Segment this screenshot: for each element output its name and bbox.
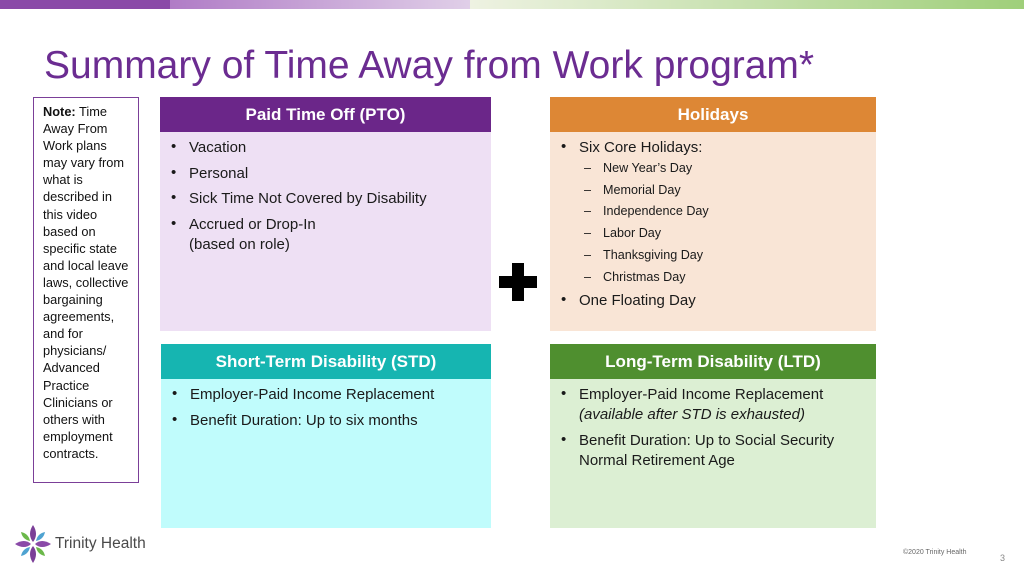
top-bar-green-segment	[470, 0, 1024, 9]
trinity-health-logo	[14, 524, 184, 564]
std-item-duration: • Benefit Duration: Up to six months	[171, 411, 483, 431]
holidays-core-item	[560, 138, 868, 285]
ltd-body	[550, 379, 876, 528]
holiday-independence: – Independence Day	[579, 204, 868, 220]
trinity-cross-icon	[14, 524, 52, 564]
ltd-income-line2: (available after STD is exhausted)	[579, 406, 805, 423]
ltd-income-line1: Employer-Paid Income Replacement	[579, 386, 824, 403]
pto-accrued-line1: Accrued or Drop-In	[189, 216, 316, 234]
note-label: Note:	[43, 104, 76, 119]
holidays-header: Holidays	[550, 97, 876, 132]
pto-item-accrued	[170, 215, 483, 255]
std-item-income: • Employer-Paid Income Replacement	[171, 385, 483, 405]
pto-item-sick-time: • Sick Time Not Covered by Disability	[170, 189, 483, 209]
holiday-memorial: – Memorial Day	[579, 183, 868, 199]
slide-title: Summary of Time Away from Work program*	[44, 44, 815, 87]
std-body	[161, 379, 491, 528]
holiday-thanksgiving: – Thanksgiving Day	[579, 248, 868, 264]
ltd-header: Long-Term Disability (LTD)	[550, 344, 876, 379]
top-bar-lilac-segment	[170, 0, 470, 9]
holiday-labor: – Labor Day	[579, 226, 868, 242]
holidays-core-list	[579, 161, 868, 285]
page-number: 3	[1000, 553, 1006, 563]
ltd-item-duration: • Benefit Duration: Up to Social Security Normal Retirement Age	[560, 431, 868, 471]
holidays-core-label: Six Core Holidays:	[579, 139, 703, 156]
pto-body	[160, 132, 491, 331]
pto-item-vacation: • Vacation	[170, 138, 483, 158]
pto-accrued-line2: (based on role)	[189, 236, 290, 254]
pto-header: Paid Time Off (PTO)	[160, 97, 491, 132]
holidays-panel	[550, 97, 876, 331]
holidays-floating-item: • One Floating Day	[560, 291, 868, 311]
note-text: Time Away From Work plans may vary from what is described in this video based on specific state and local leave laws, collective bargaining agreements, and for physicians/ Advanced Practice Clinicians or others with employment contracts.	[43, 104, 129, 461]
holiday-new-years: – New Year’s Day	[579, 161, 868, 177]
ltd-panel	[550, 344, 876, 528]
std-panel	[161, 344, 491, 528]
pto-panel	[160, 97, 491, 331]
holiday-christmas: – Christmas Day	[579, 270, 868, 286]
std-header: Short-Term Disability (STD)	[161, 344, 491, 379]
ltd-item-income	[560, 385, 868, 425]
plus-icon	[499, 263, 537, 301]
copyright-text: ©2020 Trinity Health	[903, 549, 967, 556]
holidays-body	[550, 132, 876, 331]
note-box	[33, 97, 139, 483]
top-decorative-bar	[0, 0, 1024, 9]
logo-text: Trinity Health	[55, 535, 146, 552]
pto-item-personal: • Personal	[170, 164, 483, 184]
top-bar-purple-segment	[0, 0, 170, 9]
